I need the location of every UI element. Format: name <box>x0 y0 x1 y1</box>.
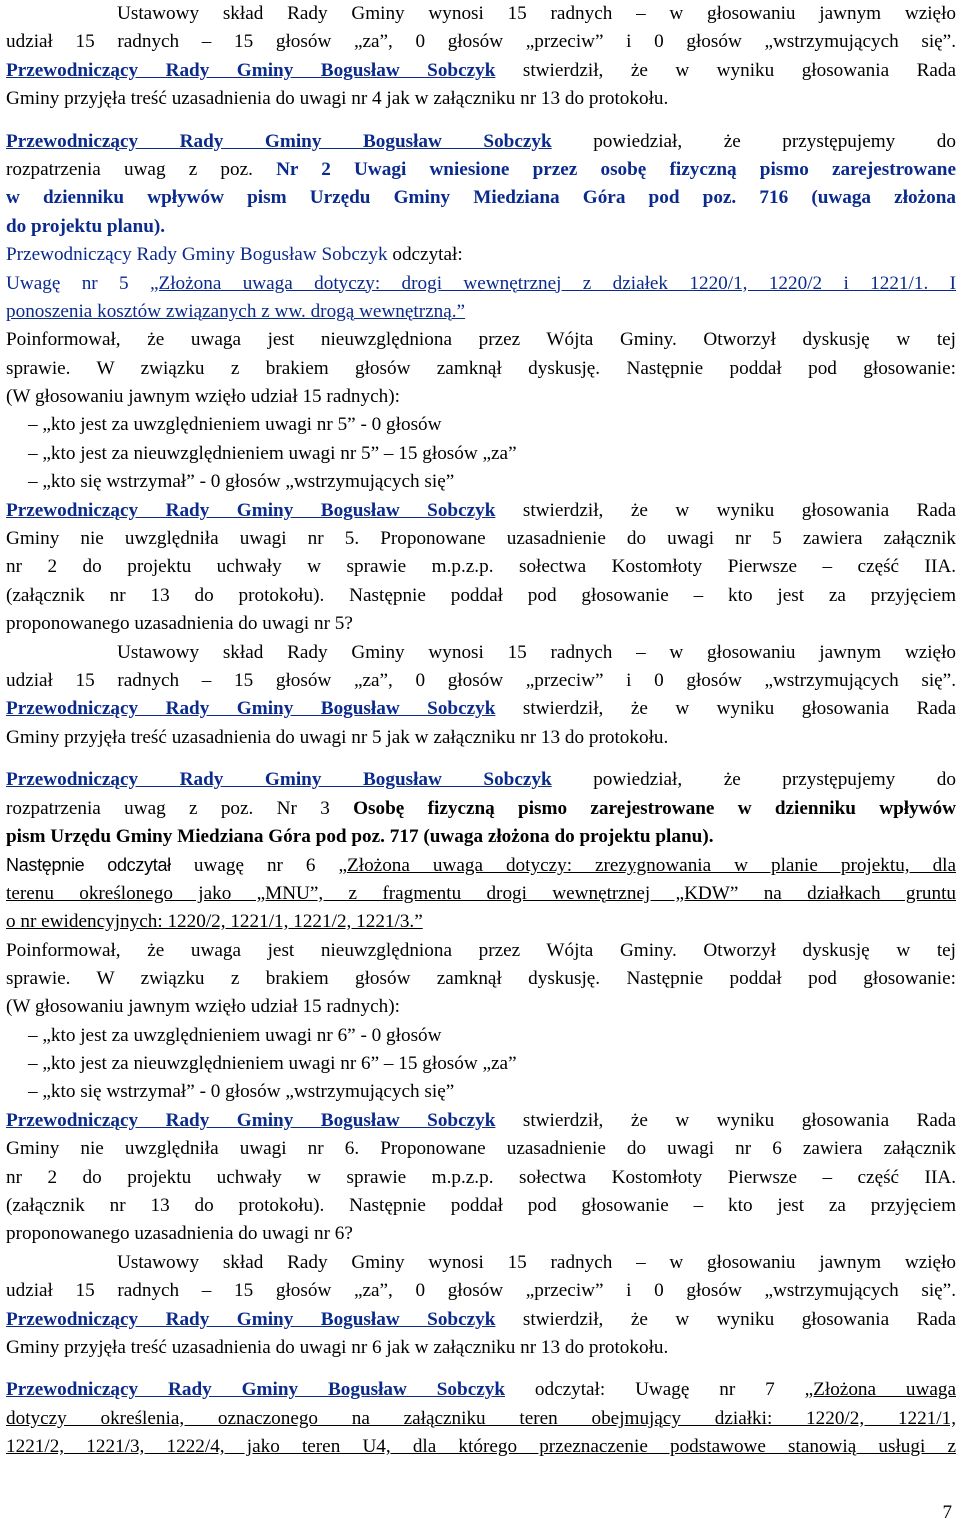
chairman-name: Przewodniczący Rady Gminy Bogusław Sobczyk <box>6 59 496 81</box>
text-line: Ustawowy skład Rady Gminy wynosi 15 radnych – w głosowaniu jawnym wzięło <box>117 1251 956 1273</box>
text-line: Przewodniczący Rady Gminy Bogusław Sobczyk odczytał: <box>6 244 463 266</box>
text-line: (W głosowaniu jawnym wzięło udział 15 radnych): <box>6 386 400 408</box>
text-line: (W głosowaniu jawnym wzięło udział 15 radnych): <box>6 996 400 1018</box>
text-line: Przewodniczący Rady Gminy Bogusław Sobczyk powiedział, że przystępujemy do <box>6 769 956 791</box>
text-line: Gminy przyjęła treść uzasadnienia do uwagi nr 5 jak w załączniku nr 13 do protokołu. <box>6 726 669 748</box>
text-line: Przewodniczący Rady Gminy Bogusław Sobczyk stwierdził, że w wyniku głosowania Rada <box>6 499 956 521</box>
chairman-name: Przewodniczący Rady Gminy Bogusław Sobczyk <box>6 769 552 791</box>
text-line: o nr ewidencyjnych: 1220/2, 1221/1, 1221/2, 1221/3.” <box>6 911 423 933</box>
text-line: Następnie odczytał uwagę nr 6 „Złożona uwaga dotyczy: zrezygnowania w planie projektu, dla <box>6 855 957 877</box>
remark-quote: „Złożona uwaga dotyczy: zrezygnowania w planie projektu, dla <box>338 855 957 877</box>
paragraph-gap <box>6 752 956 766</box>
text-line: terenu określonego jako „MNU”, z fragmentu drogi wewnętrznej „KDW” na działkach gruntu <box>6 882 956 904</box>
remark-quote: „Złożona uwaga <box>804 1379 956 1401</box>
text-line: Przewodniczący Rady Gminy Bogusław Sobczyk stwierdził, że w wyniku głosowania Rada <box>6 1109 956 1131</box>
paragraph-gap <box>6 1362 956 1376</box>
text-line: Gminy przyjęła treść uzasadnienia do uwagi nr 6 jak w załączniku nr 13 do protokołu. <box>6 1336 669 1358</box>
page-number: 7 <box>942 1502 952 1523</box>
paragraph-gap <box>6 114 956 128</box>
text-line: rozpatrzenia uwag z poz. Nr 3 Osobę fizyczną pismo zarejestrowane w dzienniku wpływów <box>6 797 956 819</box>
text-line: pism Urzędu Gminy Miedziana Góra pod poz. 717 (uwaga złożona do projektu planu). <box>6 825 714 847</box>
chairman-name: Przewodniczący Rady Gminy Bogusław Sobczyk <box>6 698 496 720</box>
text-line: Gminy nie uwzględniła uwagi nr 5. Proponowane uzasadnienie do uwagi nr 5 zawiera załącznik <box>6 528 956 550</box>
text-line: nr 2 do projektu uchwały w sprawie m.p.z.p. sołectwa Kostomłoty Pierwsze – część IIA. <box>6 1166 956 1188</box>
paragraph-remark-5 <box>6 128 956 753</box>
text-line: Przewodniczący Rady Gminy Bogusław Sobczyk stwierdził, że w wyniku głosowania Rada <box>6 1308 956 1330</box>
submission-info: Osobę fizyczną pismo zarejestrowane w dzienniku wpływów <box>353 797 956 819</box>
text-line: Gminy nie uwzględniła uwagi nr 6. Proponowane uzasadnienie do uwagi nr 6 zawiera załącznik <box>6 1138 956 1160</box>
text-line: rozpatrzenia uwag z poz. Nr 2 Uwagi wniesione przez osobę fizyczną pismo zarejestrowane <box>6 158 956 180</box>
chairman-name: Przewodniczący Rady Gminy Bogusław Sobczyk <box>6 1379 505 1401</box>
text-line: dotyczy określenia, oznaczonego na załączniku teren obejmujący działki: 1220/2, 1221/1, <box>6 1407 956 1429</box>
text-line: Poinformował, że uwaga jest nieuwzględniona przez Wójta Gminy. Otworzył dyskusję w tej <box>6 329 956 351</box>
paragraph-remark-6 <box>6 766 956 1362</box>
chairman-name: Przewodniczący Rady Gminy Bogusław Sobczyk <box>6 1308 496 1330</box>
text-line: Przewodniczący Rady Gminy Bogusław Sobczyk powiedział, że przystępujemy do <box>6 130 956 152</box>
vote-option: – „kto jest za nieuwzględnieniem uwagi nr 6” – 15 głosów „za” <box>28 1053 517 1075</box>
text-line: Przewodniczący Rady Gminy Bogusław Sobczyk stwierdził, że w wyniku głosowania Rada <box>6 698 956 720</box>
remark-quote: „Złożona uwaga dotyczy: drogi wewnętrznej z działek 1220/1, 1220/2 i 1221/1. I <box>149 272 956 294</box>
text-line: udział 15 radnych – 15 głosów „za”, 0 głosów „przeciw” i 0 głosów „wstrzymujących się”. <box>6 1280 956 1302</box>
chairman-name: Przewodniczący Rady Gminy Bogusław Sobczyk <box>6 499 496 521</box>
chairman-name: Przewodniczący Rady Gminy Bogusław Sobczyk <box>6 130 552 152</box>
text-line: do projektu planu). <box>6 215 166 237</box>
text-line: Ustawowy skład Rady Gminy wynosi 15 radnych – w głosowaniu jawnym wzięło <box>117 3 956 24</box>
text-line: w dzienniku wpływów pism Urzędu Gminy Miedziana Góra pod poz. 716 (uwaga złożona <box>6 187 956 209</box>
text-line: nr 2 do projektu uchwały w sprawie m.p.z.p. sołectwa Kostomłoty Pierwsze – część IIA. <box>6 556 956 578</box>
text-line: Poinformował, że uwaga jest nieuwzględniona przez Wójta Gminy. Otworzył dyskusję w tej <box>6 939 956 961</box>
paragraph-vote-result-4 <box>6 0 956 114</box>
vote-option: – „kto się wstrzymał” - 0 głosów „wstrzymujących się” <box>28 471 455 493</box>
text-line: Gminy przyjęła treść uzasadnienia do uwagi nr 4 jak w załączniku nr 13 do protokołu. <box>6 88 669 110</box>
text-line: sprawie. W związku z brakiem głosów zamknął dyskusję. Następnie poddał pod głosowanie: <box>6 357 956 379</box>
text-line: 1221/2, 1221/3, 1222/4, jako teren U4, dla którego przeznaczenie podstawowe stanowią usługi z <box>6 1436 956 1458</box>
text-line: Uwagę nr 5 „Złożona uwaga dotyczy: drogi wewnętrznej z działek 1220/1, 1220/2 i 1221/1. I <box>6 272 956 294</box>
vote-option: – „kto się wstrzymał” - 0 głosów „wstrzymujących się” <box>28 1081 455 1103</box>
text-line: (załącznik nr 13 do protokołu). Następnie poddał pod głosowanie – kto jest za przyjęciem <box>6 584 956 606</box>
text-line: Przewodniczący Rady Gminy Bogusław Sobczyk odczytał: Uwagę nr 7 „Złożona uwaga <box>6 1379 956 1401</box>
text-line: Przewodniczący Rady Gminy Bogusław Sobczyk stwierdził, że w wyniku głosowania Rada <box>6 59 956 81</box>
text-line: proponowanego uzasadnienia do uwagi nr 5? <box>6 613 353 635</box>
chairman-name: Przewodniczący Rady Gminy Bogusław Sobczyk <box>6 244 388 266</box>
text-line: proponowanego uzasadnienia do uwagi nr 6? <box>6 1223 353 1245</box>
chairman-name: Przewodniczący Rady Gminy Bogusław Sobczyk <box>6 1109 496 1131</box>
text-line: (załącznik nr 13 do protokołu). Następnie poddał pod głosowanie – kto jest za przyjęciem <box>6 1195 956 1217</box>
vote-option: – „kto jest za nieuwzględnieniem uwagi nr 5” – 15 głosów „za” <box>28 442 517 464</box>
text-line: udział 15 radnych – 15 głosów „za”, 0 głosów „przeciw” i 0 głosów „wstrzymujących się”. <box>6 669 956 691</box>
text-line: ponoszenia kosztów związanych z ww. drogą wewnętrzną.” <box>6 300 466 322</box>
text-line: Ustawowy skład Rady Gminy wynosi 15 radnych – w głosowaniu jawnym wzięło <box>117 641 956 663</box>
vote-option: – „kto jest za uwzględnieniem uwagi nr 6” - 0 głosów <box>28 1024 442 1046</box>
document-page <box>6 0 956 1462</box>
submission-info: Nr 2 Uwagi wniesione przez osobę fizyczną pismo zarejestrowane <box>276 158 956 180</box>
vote-option: – „kto jest za uwzględnieniem uwagi nr 5” - 0 głosów <box>28 414 442 436</box>
text-line: sprawie. W związku z brakiem głosów zamknął dyskusję. Następnie poddał pod głosowanie: <box>6 967 956 989</box>
text-line: udział 15 radnych – 15 głosów „za”, 0 głosów „przeciw” i 0 głosów „wstrzymujących się”. <box>6 31 956 53</box>
paragraph-remark-7 <box>6 1376 956 1461</box>
